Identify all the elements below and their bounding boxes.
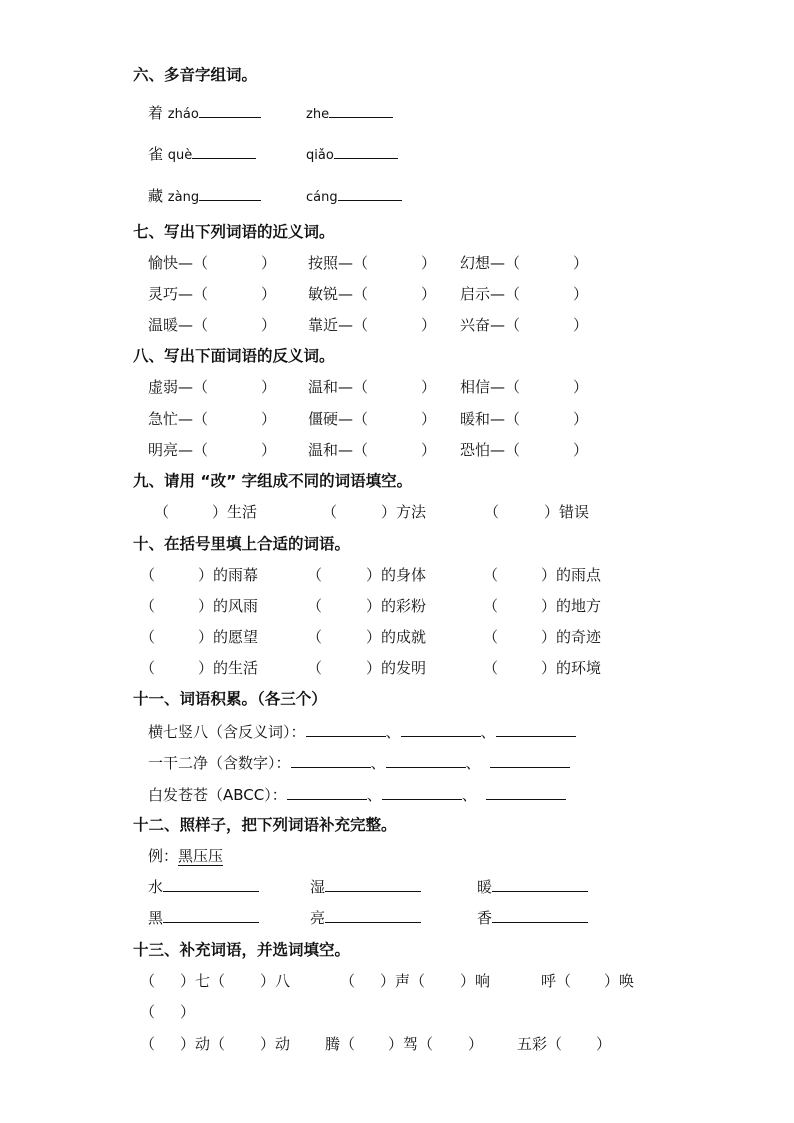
answer-blank[interactable] [492, 908, 588, 923]
idiom-part[interactable]: ）动 [260, 1035, 291, 1053]
antonym-item[interactable]: 恐怕—（ [460, 441, 521, 459]
antonym-item[interactable]: 暖和—（ [460, 410, 521, 428]
fill-item[interactable]: ）的愿望 [198, 628, 259, 646]
open-paren: （ [307, 628, 323, 646]
fill-item[interactable]: ）的生活 [198, 659, 259, 677]
section-10-title: 十、在括号里填上合适的词语。 [133, 535, 351, 553]
fill-item[interactable]: ）的彩粉 [366, 597, 427, 615]
answer-blank[interactable] [287, 785, 367, 800]
open-paren: （ [140, 628, 156, 646]
polyphone-row-3 [148, 186, 261, 208]
section-13-title: 十三、补充词语，并选词填空。 [133, 941, 351, 959]
fill-item[interactable]: ）的环境 [541, 659, 602, 677]
open-paren: （ [483, 659, 499, 677]
fill-item[interactable]: ）的成就 [366, 628, 427, 646]
synonym-item[interactable]: 愉快—（ [148, 254, 209, 272]
section-12-title: 十二、照样子，把下列词语补充完整。 [133, 816, 397, 834]
pinyin: zháo [167, 107, 199, 122]
accumulation-row-2 [148, 753, 570, 773]
open-paren: （ [140, 1003, 156, 1021]
answer-blank[interactable] [496, 722, 576, 737]
close-paren: ） [261, 410, 277, 428]
answer-blank[interactable] [382, 785, 462, 800]
separator: 、 [461, 786, 477, 804]
close-paren: ） [421, 254, 437, 272]
close-paren: ） [573, 254, 589, 272]
idiom-part[interactable]: ） [596, 1035, 612, 1053]
open-paren: （ [307, 597, 323, 615]
open-paren: （ [322, 503, 338, 521]
answer-blank[interactable] [306, 722, 386, 737]
answer-blank[interactable] [338, 186, 402, 201]
synonym-item[interactable]: 幻想—（ [460, 254, 521, 272]
close-paren: ） [573, 378, 589, 396]
section-11-title: 十一、词语积累。（各三个） [133, 690, 327, 708]
antonym-item[interactable]: 温和—（ [308, 441, 369, 459]
fill-item[interactable]: ）方法 [381, 503, 427, 521]
close-paren: ） [573, 441, 589, 459]
pinyin: cáng [306, 190, 338, 205]
section-9-title: 九、请用 “改” 字组成不同的词语填空。 [133, 472, 413, 490]
answer-blank[interactable] [386, 753, 466, 768]
open-paren: （ [140, 659, 156, 677]
idiom-part[interactable]: ） [468, 1035, 484, 1053]
open-paren: （ [483, 566, 499, 584]
idiom-part[interactable]: ）七（ [180, 972, 226, 990]
synonym-item[interactable]: 温暖—（ [148, 316, 209, 334]
open-paren: （ [483, 628, 499, 646]
polyphone-row-2b [306, 144, 398, 166]
close-paren: ） [261, 378, 277, 396]
close-paren: ） [573, 316, 589, 334]
answer-blank[interactable] [163, 877, 259, 892]
idiom-part[interactable]: 五彩（ [517, 1035, 563, 1053]
idiom-part[interactable]: ）唤 [604, 972, 635, 990]
fill-item[interactable]: ）的雨幕 [198, 566, 259, 584]
close-paren: ） [261, 285, 277, 303]
row-label: 横七竖八（含反义词）： [148, 723, 306, 741]
synonym-item[interactable]: 灵巧—（ [148, 285, 209, 303]
fill-item[interactable]: ）的地方 [541, 597, 602, 615]
answer-blank[interactable] [199, 186, 261, 201]
open-paren: （ [483, 597, 499, 615]
answer-blank[interactable] [334, 144, 398, 159]
idiom-part[interactable]: ）响 [460, 972, 491, 990]
section-7-title: 七、写出下列词语的近义词。 [133, 223, 335, 241]
separator: 、 [370, 754, 386, 772]
complete-item: 香 [477, 908, 588, 928]
answer-blank[interactable] [199, 103, 261, 118]
antonym-item[interactable]: 明亮—（ [148, 441, 209, 459]
idiom-part[interactable]: ）驾（ [388, 1035, 434, 1053]
polyphone-char: 着 [148, 104, 164, 122]
answer-blank[interactable] [486, 785, 566, 800]
close-paren: ） [573, 285, 589, 303]
fill-item[interactable]: ）的奇迹 [541, 628, 602, 646]
fill-item[interactable]: ）的雨点 [541, 566, 602, 584]
polyphone-row-2 [148, 144, 256, 166]
complete-item: 水 [148, 877, 259, 897]
open-paren: （ [140, 1035, 156, 1053]
answer-blank[interactable] [163, 908, 259, 923]
open-paren: （ [154, 503, 170, 521]
example [148, 846, 223, 866]
close-paren: ） [421, 410, 437, 428]
close-paren: ） [573, 410, 589, 428]
answer-blank[interactable] [492, 877, 588, 892]
answer-blank[interactable] [192, 144, 256, 159]
antonym-item[interactable]: 急忙—（ [148, 410, 209, 428]
complete-item: 暖 [477, 877, 588, 897]
pinyin: què [167, 148, 193, 163]
open-paren: （ [307, 659, 323, 677]
pinyin: zàng [167, 190, 200, 205]
idiom-part[interactable]: ）声（ [380, 972, 426, 990]
polyphone-row-1 [148, 103, 261, 125]
answer-blank[interactable] [329, 103, 393, 118]
separator: 、 [465, 754, 481, 772]
example-word: 黑压压 [178, 847, 224, 865]
open-paren: （ [307, 566, 323, 584]
row-label: 白发苍苍（ABCC）： [148, 786, 287, 804]
answer-blank[interactable] [325, 908, 421, 923]
complete-item: 湿 [310, 877, 421, 897]
answer-blank[interactable] [325, 877, 421, 892]
answer-blank[interactable] [401, 722, 481, 737]
separator: 、 [480, 723, 496, 741]
open-paren: （ [340, 972, 356, 990]
polyphone-char: 雀 [148, 145, 164, 163]
synonym-item[interactable]: 按照—（ [308, 254, 369, 272]
example-label: 例： [148, 847, 179, 865]
polyphone-row-1b [306, 103, 393, 125]
idiom-part[interactable]: 腾（ [325, 1035, 356, 1053]
open-paren: （ [484, 503, 500, 521]
separator: 、 [385, 723, 401, 741]
complete-item: 黑 [148, 908, 259, 928]
synonym-item[interactable]: 敏锐—（ [308, 285, 369, 303]
idiom-part[interactable]: 呼（ [541, 972, 572, 990]
accumulation-row-3 [148, 785, 566, 805]
synonym-item[interactable]: 兴奋—（ [460, 316, 521, 334]
answer-blank[interactable] [490, 753, 570, 768]
antonym-item[interactable]: 相信—（ [460, 378, 521, 396]
accumulation-row-1 [148, 722, 576, 742]
antonym-item[interactable]: 虚弱—（ [148, 378, 209, 396]
fill-item[interactable]: ）错误 [544, 503, 590, 521]
fill-item[interactable]: ）的发明 [366, 659, 427, 677]
close-paren: ） [261, 254, 277, 272]
close-paren: ） [421, 378, 437, 396]
antonym-item[interactable]: 温和—（ [308, 378, 369, 396]
open-paren: （ [140, 597, 156, 615]
pinyin: qiǎo [306, 148, 334, 163]
idiom-part[interactable]: ）动（ [180, 1035, 226, 1053]
complete-item: 亮 [310, 908, 421, 928]
answer-blank[interactable] [291, 753, 371, 768]
fill-item[interactable]: ）的风雨 [198, 597, 259, 615]
idiom-part[interactable]: ）八 [260, 972, 291, 990]
fill-item[interactable]: ）生活 [212, 503, 258, 521]
polyphone-row-3b [306, 186, 402, 208]
open-paren: （ [140, 566, 156, 584]
pinyin: zhe [306, 107, 330, 122]
section-8-title: 八、写出下面词语的反义词。 [133, 347, 335, 365]
idiom-part[interactable]: ） [180, 1003, 196, 1021]
synonym-item[interactable]: 启示—（ [460, 285, 521, 303]
open-paren: （ [140, 972, 156, 990]
fill-item[interactable]: ）的身体 [366, 566, 427, 584]
close-paren: ） [421, 285, 437, 303]
separator: 、 [366, 786, 382, 804]
row-label: 一干二净（含数字）： [148, 754, 291, 772]
polyphone-char: 藏 [148, 187, 164, 205]
close-paren: ） [421, 316, 437, 334]
section-6-title: 六、多音字组词。 [133, 66, 258, 84]
close-paren: ） [421, 441, 437, 459]
close-paren: ） [261, 316, 277, 334]
synonym-item[interactable]: 靠近—（ [308, 316, 369, 334]
close-paren: ） [261, 441, 277, 459]
antonym-item[interactable]: 僵硬—（ [308, 410, 369, 428]
